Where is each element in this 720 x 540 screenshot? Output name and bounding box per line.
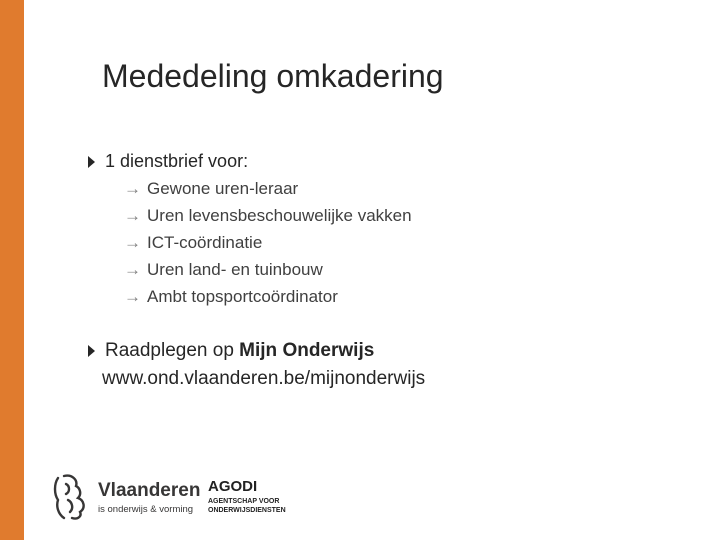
list-item: [124, 179, 298, 199]
bullet-triangle-icon: [88, 156, 95, 168]
accent-sidebar: [0, 0, 24, 540]
agodi-logo: [208, 478, 298, 523]
bullet-raadplegen: [88, 340, 374, 362]
vlaanderen-logo: [50, 472, 200, 522]
list-item-label: Uren levensbeschouwelijke vakken: [147, 206, 412, 225]
vlaanderen-tagline: is onderwijs & vorming: [98, 504, 194, 515]
arrow-icon: →: [124, 287, 141, 306]
list-item-label: Ambt topsportcoördinator: [147, 287, 338, 306]
arrow-icon: →: [124, 233, 141, 252]
arrow-icon: →: [124, 260, 141, 279]
arrow-icon: →: [124, 179, 141, 198]
arrow-icon: →: [124, 206, 141, 225]
list-item-label: ICT-coördinatie: [147, 233, 263, 252]
mijn-onderwijs-label: Mijn Onderwijs: [239, 340, 375, 361]
flemish-lion-icon: [50, 472, 94, 522]
list-item: [124, 287, 338, 307]
list-item: [124, 233, 262, 253]
mijnonderwijs-link[interactable]: www.ond.vlaanderen.be/mijnonderwijs: [102, 368, 426, 389]
list-item-label: Uren land- en tuinbouw: [147, 260, 323, 279]
bullet-triangle-icon: [88, 345, 95, 357]
list-item-label: Gewone uren-leraar: [147, 179, 299, 198]
agodi-name: AGODI: [208, 478, 258, 495]
agodi-tagline: AGENTSCHAP VOOR ONDERWIJSDIENSTEN: [208, 498, 286, 514]
bullet-text: Raadplegen op: [105, 340, 240, 361]
vlaanderen-name: Vlaanderen: [98, 480, 201, 501]
bullet-text: 1 dienstbrief voor:: [105, 151, 249, 171]
list-item: [124, 206, 412, 226]
bullet-dienstbrief: [88, 151, 248, 172]
slide-title: Mededeling omkadering: [102, 58, 444, 94]
list-item: [124, 260, 323, 280]
